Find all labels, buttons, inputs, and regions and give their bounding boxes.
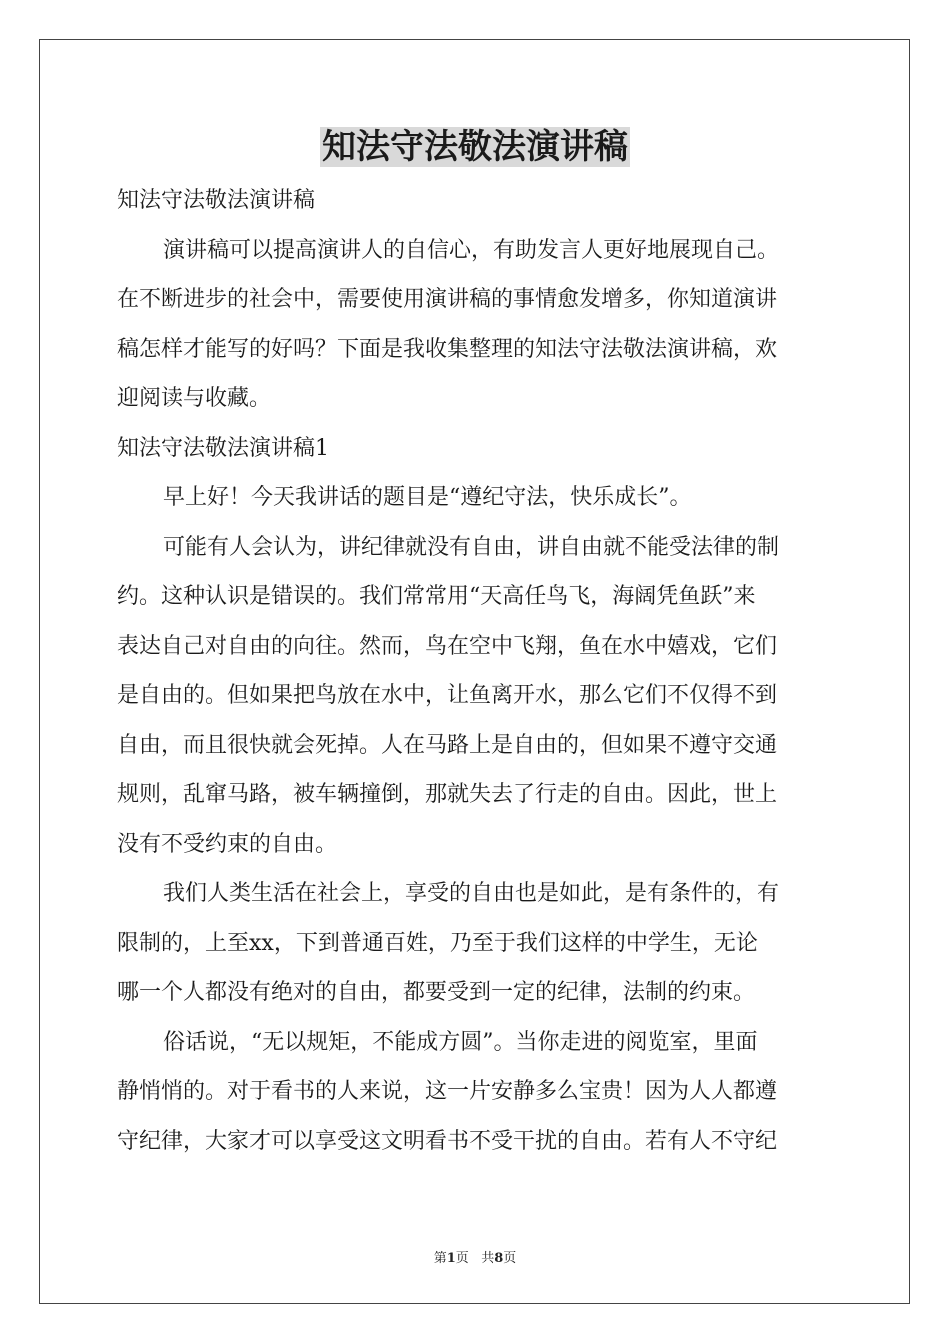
text-line: 知法守法敬法演讲稿 [117,188,316,213]
text-line: 规则，乱窜马路，被车辆撞倒，那就失去了行走的自由。因此，世上 [117,782,778,807]
page-footer [0,1247,950,1266]
text-line: 是自由的。但如果把鸟放在水中，让鱼离开水，那么它们不仅得不到 [117,683,778,708]
text-line: 我们人类生活在社会上，享受的自由也是如此，是有条件的，有 [163,881,780,906]
text-line: 自由，而且很快就会死掉。人在马路上是自由的，但如果不遵守交通 [117,732,778,758]
text-line: 约。这种认识是错误的。我们常常用“天高任鸟飞，海阔凭鱼跃”来 [117,584,756,609]
document-title [0,125,950,169]
text-line: 静悄悄的。对于看书的人来说，这一片安静多么宝贵！因为人人都遵 [117,1079,778,1104]
text-line: 可能有人会认为，讲纪律就没有自由，讲自由就不能受法律的制 [163,534,780,560]
text-line: 表达自己对自由的向往。然而，鸟在空中飞翔，鱼在水中嬉戏，它们 [117,633,778,659]
text-line: 哪一个人都没有绝对的自由，都要受到一定的纪律，法制的约束。 [117,980,756,1005]
text-line: 知法守法敬法演讲稿1 [117,435,329,461]
text-line: 没有不受约束的自由。 [117,831,338,857]
footer-page-prefix: 第 [433,1251,447,1266]
footer-total-prefix: 共 [481,1251,495,1266]
text-line: 稿怎样才能写的好吗？下面是我收集整理的知法守法敬法演讲稿，欢 [117,336,778,362]
text-line: 演讲稿可以提高演讲人的自信心，有助发言人更好地展现自己。 [163,237,780,263]
text-line: 守纪律，大家才可以享受这文明看书不受干扰的自由。若有人不守纪 [117,1128,778,1154]
footer-total-suffix: 页 [503,1251,517,1266]
text-line: 早上好！今天我讲话的题目是“遵纪守法，快乐成长”。 [163,485,692,510]
text-line: 限制的，上至xx，下到普通百姓，乃至于我们这样的中学生，无论 [117,930,758,956]
footer-page-number: 1 [446,1251,456,1266]
text-line: 迎阅读与收藏。 [117,386,272,411]
document-body [117,176,833,1166]
footer-page-suffix: 页 [455,1251,469,1266]
text-line: 俗话说，“无以规矩，不能成方圆”。当你走进的阅览室，里面 [163,1029,758,1055]
footer-total-pages: 8 [494,1251,504,1266]
title-text: 知法守法敬法演讲稿 [322,127,628,167]
text-line: 在不断进步的社会中，需要使用演讲稿的事情愈发增多，你知道演讲 [117,287,778,312]
